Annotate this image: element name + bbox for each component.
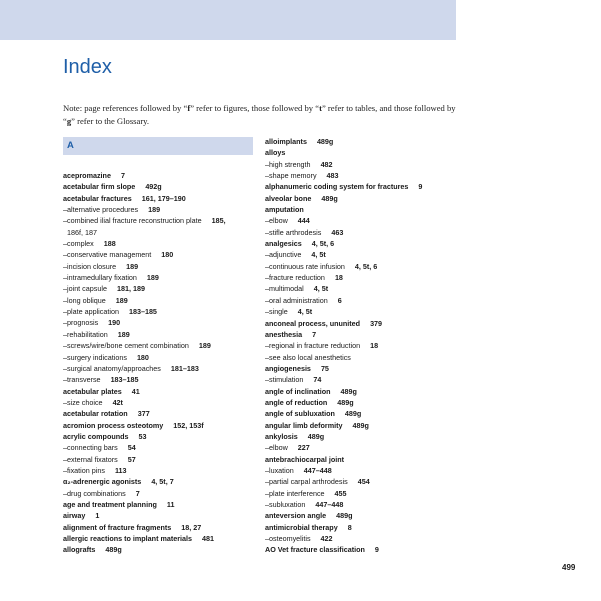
index-term: –stifle arthrodesis [265, 227, 322, 237]
index-subentry [63, 340, 259, 351]
index-subentry [265, 442, 465, 453]
index-entry [265, 431, 465, 442]
index-page-refs: 1 [95, 511, 100, 521]
index-entry [265, 318, 465, 329]
index-subentry [63, 454, 259, 465]
index-subentry [63, 238, 259, 249]
index-subentry [63, 204, 259, 215]
index-subentry [265, 261, 465, 272]
index-term: –adjunctive [265, 250, 302, 260]
index-page-refs: 7 [312, 329, 317, 339]
index-page-refs: 489g [105, 545, 122, 555]
index-term: acetabular plates [63, 386, 122, 396]
index-term: –connecting bars [63, 443, 118, 453]
index-page-refs: 489g [316, 137, 334, 146]
index-term: AO Vet fracture classification [265, 545, 365, 555]
index-subentry [63, 488, 259, 499]
index-page-refs: 181–183 [170, 363, 199, 373]
index-subentry [63, 295, 259, 306]
index-entry [63, 522, 259, 533]
index-page-refs: 189 [115, 295, 128, 305]
index-page-refs: 4, 5t, 6 [311, 239, 335, 249]
index-subentry [265, 306, 465, 317]
index-term: –fracture reduction [265, 273, 325, 283]
index-term: acetabular rotation [63, 409, 128, 419]
index-term: –prognosis [63, 318, 99, 328]
index-term: –elbow [265, 443, 288, 453]
index-subentry [63, 215, 259, 226]
index-subentry [265, 159, 465, 170]
index-page-refs: 7 [135, 488, 140, 498]
index-entry [63, 431, 259, 442]
index-page-refs: 4, 5t [297, 307, 313, 317]
index-page-refs: 75 [320, 363, 329, 373]
index-subentry [265, 352, 465, 363]
index-entry [63, 386, 259, 397]
index-page-refs: 6 [337, 295, 342, 305]
index-page-refs: 188 [103, 239, 116, 249]
index-subentry [63, 442, 259, 453]
index-entry [63, 170, 259, 181]
section-header-a [63, 137, 253, 155]
index-subentry [63, 283, 259, 294]
index-page-refs: 492g [145, 182, 162, 192]
index-page-refs: 181, 189 [116, 284, 145, 294]
index-page-refs: 189 [126, 261, 139, 271]
index-entry [265, 408, 465, 419]
index-note [63, 102, 463, 128]
index-page-refs: 180 [136, 352, 149, 362]
note-text-4: ” refer to the Glossary. [71, 116, 150, 126]
index-page-refs: 489g [307, 431, 325, 441]
index-entry [63, 499, 259, 510]
index-page-refs: 18, 27 [181, 522, 202, 532]
note-text-1: Note: page references followed by “ [63, 103, 188, 113]
index-term: anesthesia [265, 329, 303, 339]
index-page-refs: 377 [137, 409, 150, 419]
note-text-3: ” refer to tables, and those followed by “ [63, 103, 456, 126]
index-term: 186f, 187 [67, 227, 97, 237]
index-page-refs: 189 [198, 341, 211, 351]
index-term: acetabular fractures [63, 193, 132, 203]
index-term: –subluxation [265, 500, 306, 509]
index-page-refs: 74 [313, 375, 322, 385]
index-page-refs: 180 [161, 250, 174, 260]
index-entry [63, 408, 259, 419]
index-entry [265, 136, 465, 147]
index-subentry [63, 227, 259, 238]
index-subentry [63, 329, 259, 340]
index-page-refs: 455 [334, 488, 347, 498]
index-subentry [63, 249, 259, 260]
index-term: –external fixators [63, 454, 118, 464]
index-page-refs: 190 [108, 318, 121, 328]
index-term: airway [63, 511, 86, 521]
index-page-refs: 9 [374, 545, 379, 555]
index-entry [265, 544, 465, 555]
index-page-refs: 447–448 [303, 465, 332, 475]
index-subentry [63, 363, 259, 374]
index-term: –joint capsule [63, 284, 107, 294]
index-page-refs: 227 [297, 443, 310, 453]
index-column-right [265, 136, 465, 556]
index-entry [63, 544, 259, 555]
index-page-refs: 4, 5t, 6 [354, 261, 378, 271]
index-term: –luxation [265, 465, 294, 475]
index-page-refs: 422 [320, 534, 333, 544]
index-term: –complex [63, 239, 94, 249]
index-subentry [265, 374, 465, 385]
index-page-refs: 42t [112, 397, 123, 407]
index-term: amputation [265, 205, 304, 215]
index-entry [63, 476, 259, 487]
index-term: –surgery indications [63, 352, 127, 362]
index-page-refs: 8 [347, 522, 352, 532]
index-subentry [265, 215, 465, 226]
index-page-refs: 161, 179–190 [141, 193, 186, 203]
index-term: –high strength [265, 159, 311, 169]
index-subentry [63, 397, 259, 408]
index-term: –combined ilial fracture reconstruction plate [63, 216, 202, 226]
index-page-refs: 4, 5t [311, 250, 326, 260]
index-page-refs: 11 [166, 499, 175, 509]
index-page-refs: 444 [297, 216, 310, 226]
index-term: anteversion angle [265, 511, 327, 521]
index-page-refs: 189 [117, 329, 130, 339]
section-letter: A [67, 140, 74, 151]
index-term: –transverse [63, 375, 101, 385]
note-key-t: t [319, 103, 322, 113]
index-page-refs: 489g [344, 409, 362, 419]
index-subentry [265, 249, 465, 260]
index-entry [265, 329, 465, 340]
index-term: –screws/wire/bone cement combination [63, 341, 189, 351]
index-page-refs: 4, 5t [313, 284, 329, 294]
index-term: age and treatment planning [63, 499, 157, 509]
index-subentry [63, 306, 259, 317]
index-page-refs: 489g [336, 511, 353, 521]
index-term: –incision closure [63, 261, 117, 271]
index-term: –osteomyelitis [265, 534, 311, 544]
index-term: alloimplants [265, 137, 307, 146]
index-term: –plate application [63, 307, 119, 317]
index-page-refs: 18 [334, 273, 343, 283]
index-subentry [63, 272, 259, 283]
index-page-refs: 152, 153f [173, 420, 204, 430]
index-page-refs: 481 [202, 534, 215, 543]
index-term: angle of subluxation [265, 409, 335, 419]
index-term: alignment of fracture fragments [63, 522, 172, 532]
index-term: –oral administration [265, 295, 328, 305]
index-term: α₂-adrenergic agonists [63, 477, 142, 487]
index-page-refs: 183–185 [128, 307, 157, 317]
index-page-refs: 483 [326, 171, 339, 181]
index-term: –regional in fracture reduction [265, 341, 361, 351]
index-page-refs: 9 [418, 182, 423, 192]
index-page-refs: 183–185 [110, 375, 139, 385]
page-number: 499 [562, 563, 576, 572]
index-entry [63, 420, 259, 431]
index-term: –fixation pins [63, 465, 105, 475]
index-term: –stimulation [265, 375, 304, 385]
index-page-refs: 7 [120, 171, 125, 180]
index-term: ankylosis [265, 431, 298, 441]
index-term: alveolar bone [265, 193, 312, 203]
index-subentry [265, 465, 465, 476]
index-term: anconeal process, ununited [265, 318, 361, 328]
index-page-refs: 185, [211, 216, 226, 226]
index-entry [265, 420, 465, 431]
index-page-refs: 189 [148, 205, 161, 215]
index-page-refs: 379 [370, 318, 383, 328]
index-subentry [63, 317, 259, 328]
index-page-refs: 189 [146, 273, 159, 283]
index-entry [265, 147, 465, 158]
index-subentry [265, 340, 465, 351]
index-subentry [265, 295, 465, 306]
index-term: angiogenesis [265, 363, 311, 373]
index-entry [265, 386, 465, 397]
index-subentry [63, 352, 259, 363]
index-term: antebrachiocarpal joint [265, 454, 345, 464]
index-page-refs: 489g [321, 193, 338, 203]
header-band [0, 0, 456, 40]
index-term: allergic reactions to implant materials [63, 534, 193, 543]
index-term: –long oblique [63, 295, 106, 305]
index-term: acromion process osteotomy [63, 420, 164, 430]
index-subentry [265, 170, 465, 181]
index-term: angle of reduction [265, 397, 328, 407]
index-entry [265, 193, 465, 204]
index-page-refs: 4, 5t, 7 [151, 477, 174, 487]
index-page-refs: 113 [114, 465, 127, 475]
index-term: acrylic compounds [63, 431, 129, 441]
index-term: –partial carpal arthrodesis [265, 477, 348, 487]
index-entry [63, 510, 259, 521]
index-page-refs: 18 [370, 341, 379, 351]
index-term: –rehabilitation [63, 329, 108, 339]
index-term: acepromazine [63, 171, 111, 180]
index-subentry [63, 261, 259, 272]
index-entry [265, 522, 465, 533]
index-page-refs: 463 [331, 227, 344, 237]
index-column-left [63, 170, 259, 556]
index-page-refs: 454 [357, 477, 370, 487]
index-page-refs: 489g [337, 397, 354, 407]
index-term: –shape memory [265, 171, 317, 181]
index-term: acetabular firm slope [63, 182, 136, 192]
index-subentry [265, 272, 465, 283]
index-term: alloys [265, 148, 286, 158]
index-page-refs: 57 [127, 454, 136, 464]
index-term: –single [265, 307, 288, 317]
index-term: alphanumeric coding system for fractures [265, 182, 409, 192]
note-key-g: g [66, 116, 72, 126]
index-entry [265, 454, 465, 465]
index-entry [265, 397, 465, 408]
index-entry [265, 510, 465, 521]
index-term: –surgical anatomy/approaches [63, 363, 161, 373]
note-text-2: ” refer to figures, those followed by “ [190, 103, 320, 113]
index-page-refs: 489g [352, 420, 369, 430]
index-page-refs: 482 [320, 159, 333, 169]
index-term: –alternative procedures [63, 205, 139, 215]
index-entry [63, 533, 259, 544]
index-term: –intramedullary fixation [63, 273, 137, 283]
index-page-refs: 53 [138, 431, 147, 441]
index-entry [63, 181, 259, 192]
index-term: antimicrobial therapy [265, 522, 338, 532]
index-page-refs: 54 [127, 443, 136, 453]
index-term: allografts [63, 545, 96, 555]
index-subentry [265, 476, 465, 487]
index-entry [265, 204, 465, 215]
index-term: –multimodal [265, 284, 304, 294]
note-key-f: f [187, 103, 191, 113]
index-term: –drug combinations [63, 488, 126, 498]
index-term: –see also local anesthetics [265, 352, 351, 362]
index-term: –elbow [265, 216, 288, 226]
index-term: –conservative management [63, 250, 152, 260]
index-subentry [265, 533, 465, 544]
index-subentry [265, 488, 465, 499]
index-subentry [265, 227, 465, 238]
index-subentry [63, 465, 259, 476]
index-subentry [63, 374, 259, 385]
index-term: analgesics [265, 239, 302, 249]
index-entry [265, 363, 465, 374]
index-term: –plate interference [265, 488, 325, 498]
index-page-refs: 489g [340, 386, 357, 396]
index-page-refs: 447–448 [315, 500, 344, 509]
index-term: angular limb deformity [265, 420, 343, 430]
index-entry [265, 238, 465, 249]
index-subentry [265, 499, 465, 510]
index-term: –continuous rate infusion [265, 261, 345, 271]
page-title: Index [63, 56, 112, 78]
index-page-refs: 41 [131, 386, 140, 396]
index-term: angle of inclination [265, 386, 331, 396]
index-subentry [265, 283, 465, 294]
index-entry [265, 181, 465, 192]
index-term: –size choice [63, 397, 103, 407]
index-entry [63, 193, 259, 204]
